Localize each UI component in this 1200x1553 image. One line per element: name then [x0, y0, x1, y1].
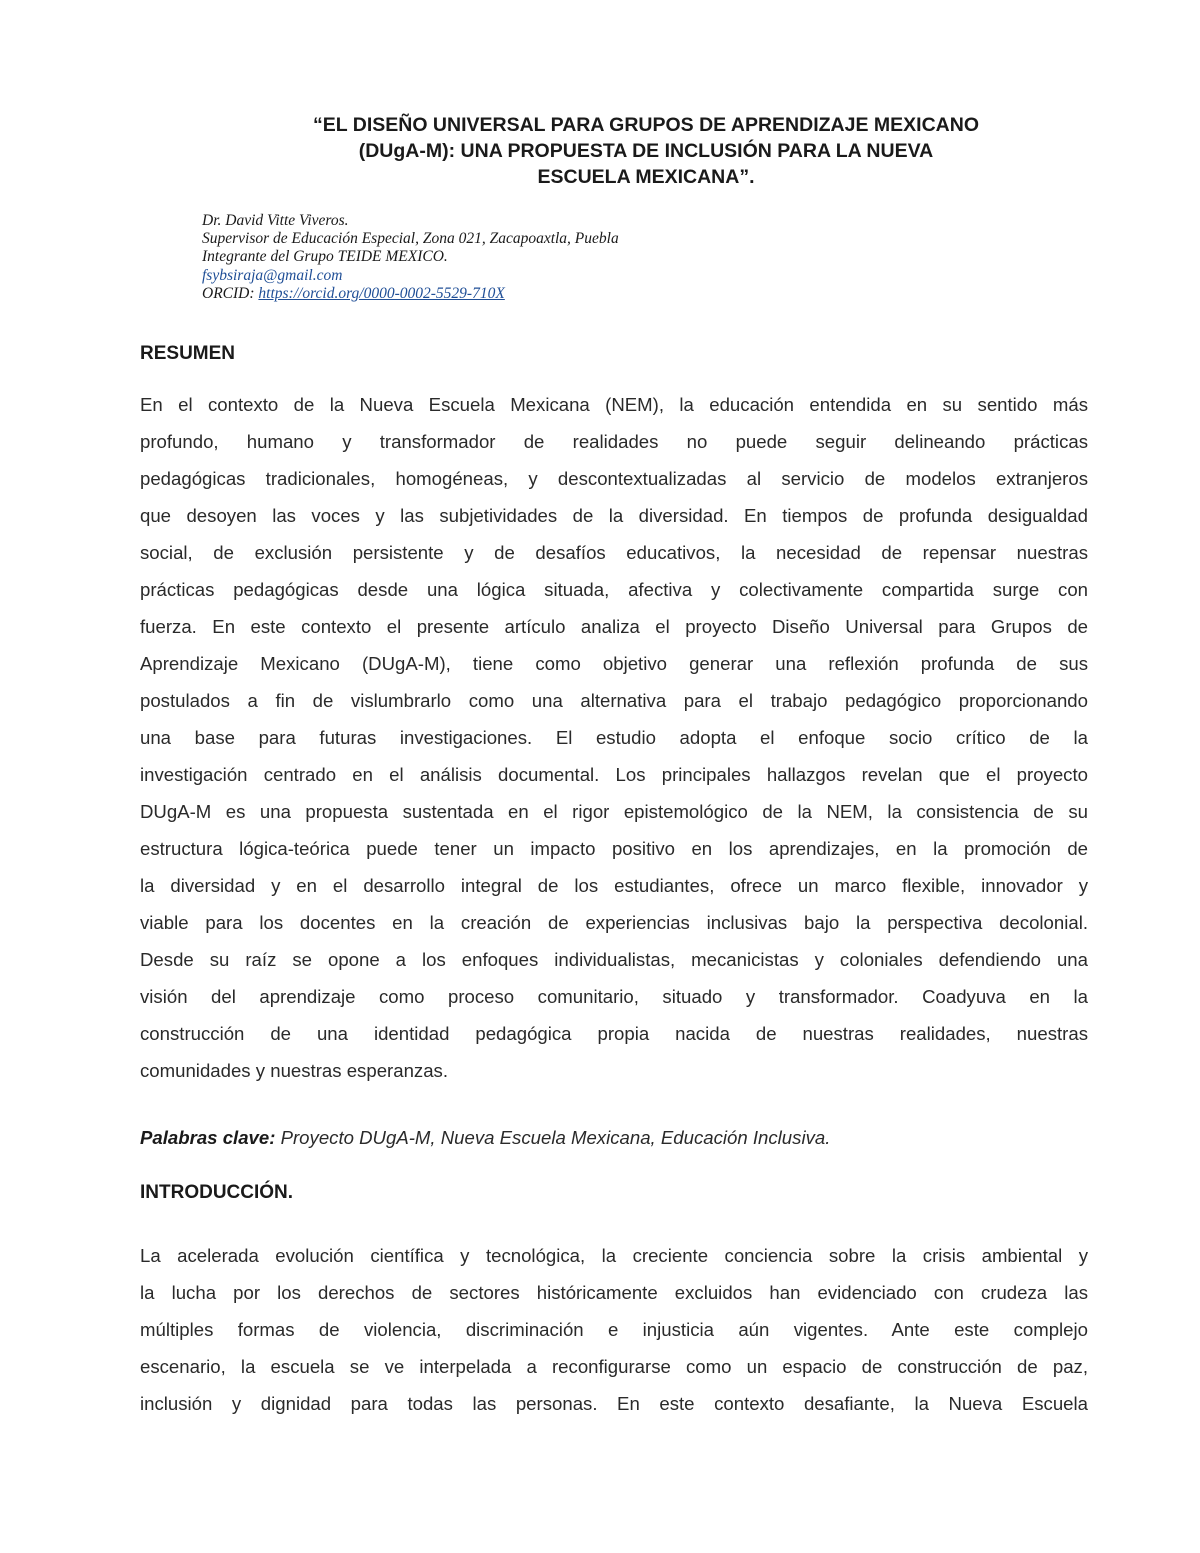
orcid-label: ORCID: [202, 284, 255, 302]
author-email-link[interactable]: fsybsiraja@gmail.com [202, 266, 343, 284]
resumen-line: DUgA-M es una propuesta sustentada en el rigor epistemológico de la NEM, la consistencia de su [140, 801, 1088, 822]
author-group: Integrante del Grupo TEIDE MEXICO. [202, 248, 448, 266]
resumen-line: que desoyen las voces y las subjetividades de la diversidad. En tiempos de profunda desigualdad [140, 505, 1088, 526]
resumen-line: visión del aprendizaje como proceso comunitario, situado y transformador. Coadyuva en la [140, 986, 1088, 1007]
resumen-heading: RESUMEN [140, 343, 236, 364]
author-role: Supervisor de Educación Especial, Zona 021, Zacapoaxtla, Puebla [202, 230, 619, 248]
resumen-line: comunidades y nuestras esperanzas. [140, 1060, 449, 1081]
resumen-line: En el contexto de la Nueva Escuela Mexicana (NEM), la educación entendida en su sentido más [140, 394, 1088, 415]
resumen-line: estructura lógica-teórica puede tener un impacto positivo en los aprendizajes, en la promoción de [140, 838, 1088, 859]
title-line-2: (DUgA-M): UNA PROPUESTA DE INCLUSIÓN PARA LA NUEVA [358, 140, 934, 162]
introduccion-line: La acelerada evolución científica y tecnológica, la creciente conciencia sobre la crisis ambiental y [140, 1245, 1088, 1266]
resumen-line: una base para futuras investigaciones. El estudio adopta el enfoque socio crítico de la [140, 727, 1088, 748]
orcid-link[interactable]: https://orcid.org/0000-0002-5529-710X [258, 284, 505, 302]
resumen-line: social, de exclusión persistente y de desafíos educativos, la necesidad de repensar nuestras [140, 542, 1088, 563]
title-line-3: ESCUELA MEXICANA”. [537, 166, 755, 188]
introduccion-line: múltiples formas de violencia, discriminación e injusticia aún vigentes. Ante este complejo [140, 1319, 1088, 1340]
introduccion-line: la lucha por los derechos de sectores históricamente excluidos han evidenciado con crudeza las [140, 1282, 1088, 1303]
keywords-text: Proyecto DUgA-M, Nueva Escuela Mexicana, Educación Inclusiva. [275, 1127, 831, 1148]
resumen-line: Desde su raíz se opone a los enfoques individualistas, mecanicistas y coloniales defendiendo una [140, 949, 1088, 970]
resumen-line: investigación centrado en el análisis documental. Los principales hallazgos revelan que el proyecto [140, 764, 1088, 785]
resumen-line: pedagógicas tradicionales, homogéneas, y descontextualizadas al servicio de modelos extranjeros [140, 468, 1088, 489]
introduccion-paragraph [140, 1237, 1088, 1422]
keywords-line [140, 1125, 830, 1151]
author-info [202, 212, 619, 303]
author-orcid [202, 285, 619, 303]
introduccion-heading: INTRODUCCIÓN. [140, 1182, 294, 1203]
resumen-line: postulados a fin de vislumbrarlo como una alternativa para el trabajo pedagógico proporcionando [140, 690, 1088, 711]
introduccion-line: inclusión y dignidad para todas las personas. En este contexto desafiante, la Nueva Escuela [140, 1393, 1088, 1414]
keywords-label: Palabras clave: [140, 1127, 276, 1148]
resumen-line: viable para los docentes en la creación de experiencias inclusivas bajo la perspectiva decolonial. [140, 912, 1088, 933]
resumen-line: la diversidad y en el desarrollo integral de los estudiantes, ofrece un marco flexible, innovador y [140, 875, 1088, 896]
title-line-1: “EL DISEÑO UNIVERSAL PARA GRUPOS DE APRENDIZAJE MEXICANO [313, 114, 979, 136]
resumen-line: profundo, humano y transformador de realidades no puede seguir delineando prácticas [140, 431, 1088, 452]
resumen-line: prácticas pedagógicas desde una lógica situada, afectiva y colectivamente compartida surge con [140, 579, 1088, 600]
article-title [140, 112, 1152, 190]
resumen-line: fuerza. En este contexto el presente artículo analiza el proyecto Diseño Universal para Grupos de [140, 616, 1088, 637]
resumen-paragraph [140, 386, 1088, 1089]
resumen-line: construcción de una identidad pedagógica propia nacida de nuestras realidades, nuestras [140, 1023, 1088, 1044]
author-name: Dr. David Vitte Viveros. [202, 212, 349, 229]
introduccion-line: escenario, la escuela se ve interpelada a reconfigurarse como un espacio de construcción de paz, [140, 1356, 1088, 1377]
resumen-line: Aprendizaje Mexicano (DUgA-M), tiene como objetivo generar una reflexión profunda de sus [140, 653, 1088, 674]
